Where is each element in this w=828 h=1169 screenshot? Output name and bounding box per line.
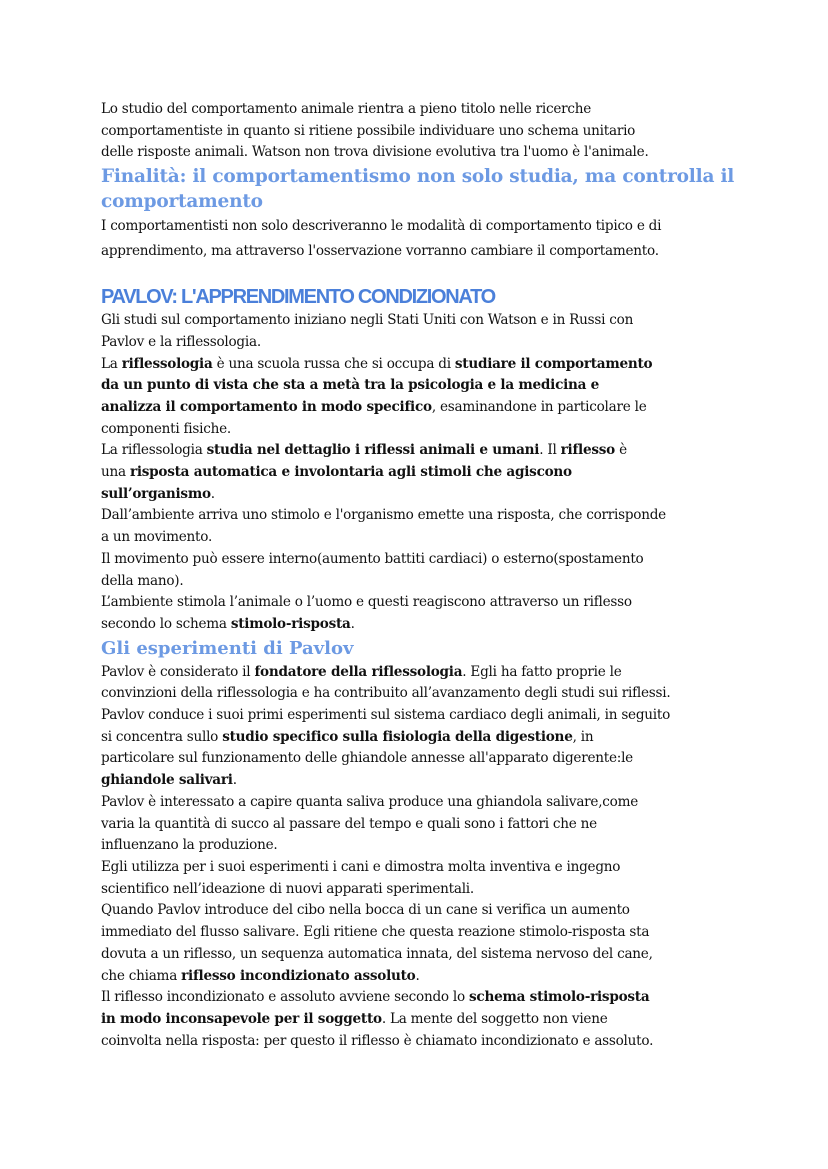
text: , esaminandone in particolare le <box>431 398 647 415</box>
text-line <box>101 462 741 484</box>
bold-text: riflessologia <box>121 355 213 372</box>
paragraph-finalita <box>101 214 741 264</box>
text: Pavlov conduce i suoi primi esperimenti sul sistema cardiaco degli animali, in seguito <box>101 707 671 724</box>
text: Il riflesso incondizionato e assoluto avviene secondo lo <box>101 989 470 1006</box>
text-line <box>101 1009 741 1031</box>
text-line <box>101 966 741 988</box>
text: scientifico nell’ideazione di nuovi apparati sperimentali. <box>101 880 474 897</box>
text-line <box>101 440 741 462</box>
text: a un movimento. <box>101 529 213 546</box>
text: . <box>232 772 237 789</box>
text-line <box>101 332 741 354</box>
text: La <box>101 355 122 372</box>
text-line <box>101 121 741 143</box>
text-line <box>101 419 741 441</box>
text: apprendimento, ma attraverso l'osservazione vorranno cambiare il comportamento. <box>101 243 659 260</box>
text-line <box>101 944 741 966</box>
text: è <box>615 442 627 459</box>
text: immediato del flusso salivare. Egli ritiene che questa reazione stimolo-risposta sta <box>101 924 650 941</box>
heading-finalita <box>101 164 741 214</box>
bold-text: studia nel dettaglio i riflessi animali e umani <box>206 442 540 459</box>
bold-text: stimolo-risposta <box>230 615 351 632</box>
text-line <box>101 505 741 527</box>
text: , in <box>572 728 594 745</box>
text: Quando Pavlov introduce del cibo nella bocca di un cane si verifica un aumento <box>101 902 630 919</box>
text-line <box>101 99 741 121</box>
text: varia la quantità di succo al passare del tempo e quali sono i fattori che ne <box>101 815 597 832</box>
text: Dall’ambiente arriva uno stimolo e l'organismo emette una risposta, che corrisponde <box>101 507 666 524</box>
text-line <box>101 1031 741 1053</box>
text: si concentra sullo <box>101 728 223 745</box>
text: L’ambiente stimola l’animale o l’uomo e questi reagiscono attraverso un riflesso <box>101 594 632 611</box>
text-line <box>101 727 741 749</box>
text-line <box>101 592 741 614</box>
bold-text: sull’organismo <box>101 485 211 502</box>
text-line <box>101 310 741 332</box>
text: dovuta a un riflesso, un sequenza automatica innata, del sistema nervoso del cane, <box>101 945 653 962</box>
text-line <box>101 214 741 239</box>
bold-text: da un punto di vista che sta a metà tra la psicologia e la medicina e <box>101 377 600 394</box>
heading-line: Finalità: il comportamentismo non solo studia, ma controlla il <box>101 166 735 188</box>
text: componenti fisiche. <box>101 420 231 437</box>
text: delle risposte animali. Watson non trova divisione evolutiva tra l'uomo è l'animale. <box>101 144 649 161</box>
text-line <box>101 354 741 376</box>
paragraph-pavlov <box>101 310 741 636</box>
bold-text: fondatore della riflessologia <box>254 663 463 680</box>
bold-text: analizza il comportamento in modo specifico <box>101 398 432 415</box>
text: Il movimento può essere interno(aumento battiti cardiaci) o esterno(spostamento <box>101 550 644 567</box>
text: . <box>350 615 355 632</box>
bold-text: risposta automatica e involontaria agli stimoli che agiscono <box>129 464 572 481</box>
text-line <box>101 987 741 1009</box>
paragraph-esperimenti <box>101 662 741 1053</box>
text-line <box>101 397 741 419</box>
text-line <box>101 835 741 857</box>
text: convinzioni della riflessologia e ha contribuito all’avanzamento degli studi sui riflessi. <box>101 685 671 702</box>
text: . La mente del soggetto non viene <box>381 1010 608 1027</box>
text: . Il <box>539 442 561 459</box>
text: . <box>415 967 420 984</box>
text: Gli studi sul comportamento iniziano negli Stati Uniti con Watson e in Russi con <box>101 312 634 329</box>
heading-line: comportamento <box>101 191 263 213</box>
text-line <box>101 549 741 571</box>
text-line <box>101 527 741 549</box>
text-line <box>101 705 741 727</box>
text-line <box>101 857 741 879</box>
text-line <box>101 900 741 922</box>
text: è una scuola russa che si occupa di <box>212 355 455 372</box>
text: coinvolta nella risposta: per questo il riflesso è chiamato incondizionato e assoluto. <box>101 1032 654 1049</box>
text-line <box>101 614 741 636</box>
text: della mano). <box>101 572 184 589</box>
text: secondo lo schema <box>101 615 231 632</box>
text-line <box>101 792 741 814</box>
bold-text: studiare il comportamento <box>454 355 653 372</box>
bold-text: studio specifico sulla fisiologia della digestione <box>222 728 573 745</box>
document-page <box>101 99 741 1052</box>
text: influenzano la produzione. <box>101 837 278 854</box>
text: una <box>101 464 130 481</box>
text: . <box>210 485 215 502</box>
paragraph-intro <box>101 99 741 164</box>
text-line <box>101 922 741 944</box>
bold-text: schema stimolo-risposta <box>469 989 650 1006</box>
text-line <box>101 879 741 901</box>
text-line <box>101 239 741 264</box>
text-line <box>101 484 741 506</box>
text: che chiama <box>101 967 182 984</box>
text: Egli utilizza per i suoi esperimenti i cani e dimostra molta inventiva e ingegno <box>101 858 621 875</box>
text: particolare sul funzionamento delle ghiandole annesse all'apparato digerente:le <box>101 750 633 767</box>
text-line <box>101 571 741 593</box>
heading-pavlov: PAVLOV: L'APPRENDIMENTO CONDIZIONATO <box>101 286 495 309</box>
heading-esperimenti: Gli esperimenti di Pavlov <box>101 637 354 659</box>
text-line <box>101 662 741 684</box>
text-line <box>101 770 741 792</box>
bold-text: riflesso <box>560 442 615 459</box>
text-line <box>101 142 741 164</box>
text: Pavlov è interessato a capire quanta saliva produce una ghiandola salivare,come <box>101 793 639 810</box>
text: Pavlov e la riflessologia. <box>101 333 261 350</box>
text: I comportamentisti non solo descriveranno le modalità di comportamento tipico e di <box>101 218 662 235</box>
text: comportamentiste in quanto si ritiene possibile individuare uno schema unitario <box>101 122 636 139</box>
text-line <box>101 375 741 397</box>
text-line <box>101 683 741 705</box>
text: Lo studio del comportamento animale rientra a pieno titolo nelle ricerche <box>101 101 592 117</box>
text-line <box>101 748 741 770</box>
text: . Egli ha fatto proprie le <box>462 663 622 680</box>
text: Pavlov è considerato il <box>101 663 255 680</box>
bold-text: ghiandole salivari <box>101 772 233 789</box>
bold-text: riflesso incondizionato assoluto <box>181 967 416 984</box>
text-line <box>101 814 741 836</box>
bold-text: in modo inconsapevole per il soggetto <box>101 1010 382 1027</box>
text: La riflessologia <box>101 442 207 459</box>
